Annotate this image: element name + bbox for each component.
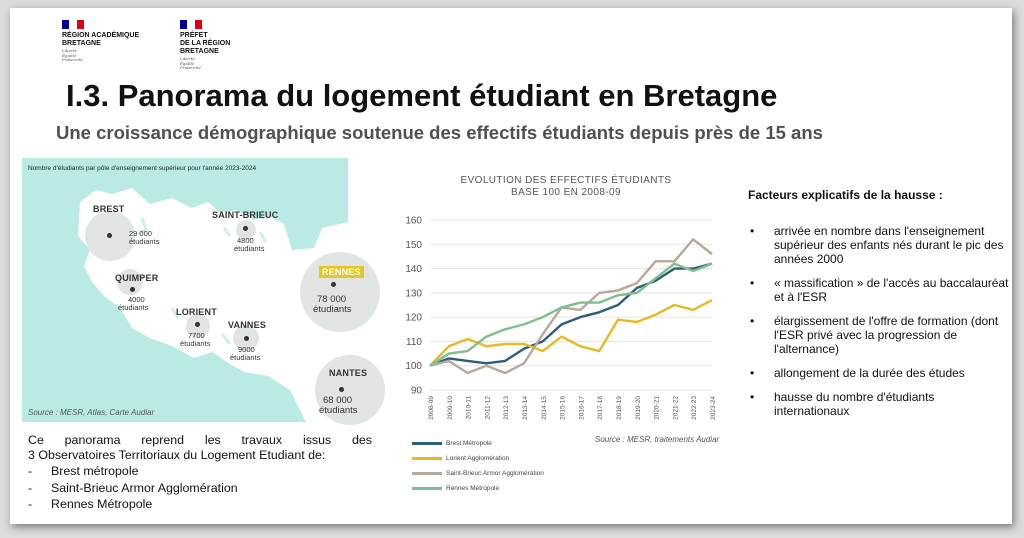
observatory-list <box>28 463 372 513</box>
prefet-logo <box>180 20 230 71</box>
x-tick-label: 2010-11 <box>465 396 473 420</box>
city-vannes: VANNES <box>228 320 267 330</box>
saint-brieuc-dot <box>243 226 248 231</box>
brest-dot <box>107 233 112 238</box>
city-saint-brieuc: SAINT-BRIEUC <box>212 210 279 220</box>
brest-count: 29 000 étudiants <box>129 229 160 246</box>
x-tick-label: 2016-17 <box>578 396 586 420</box>
line-chart <box>390 204 720 444</box>
rennes-count: 78 000 étudiants <box>313 294 352 315</box>
list-item: - Saint-Brieuc Armor Agglomération <box>28 480 238 495</box>
y-tick-label: 130 <box>405 288 422 300</box>
x-tick-label: 2022-23 <box>691 396 699 420</box>
legend-item-lorient: Lorient Agglomération <box>412 451 544 466</box>
legend-item-rennes: Rennes Métropole <box>412 481 544 496</box>
city-quimper: QUIMPER <box>115 273 159 283</box>
series-line-brest-m-tropole <box>430 264 712 366</box>
legend-swatch <box>412 457 442 460</box>
logo-motto: Liberté Égalité Fraternité <box>62 48 83 62</box>
quimper-count: 4000 étudiants <box>118 295 149 312</box>
logo-name: PRÉFET DE LA RÉGION BRETAGNE <box>180 32 231 55</box>
x-tick-label: 2023-24 <box>710 396 717 420</box>
chart-legend <box>412 436 544 496</box>
french-flag-icon <box>180 20 202 29</box>
student-map <box>22 158 368 422</box>
lorient-dot <box>195 322 200 327</box>
factor-item: • élargissement de l'offre de formation (dont l'ESR privé avec la progression de l'alternance) <box>750 314 999 356</box>
y-tick-label: 100 <box>405 361 422 373</box>
series-line-lorient-agglom-ration <box>430 300 712 366</box>
factor-item: • « massification » de l'accès au baccalauréat et à l'ESR <box>750 276 1009 304</box>
x-tick-label: 2020-21 <box>653 396 661 420</box>
vannes-dot <box>244 336 249 341</box>
page-subtitle: Une croissance démographique soutenue des effectifs étudiants depuis près de 15 ans <box>56 122 823 143</box>
x-tick-label: 2011-12 <box>484 396 492 420</box>
map-caption: Nombre d'étudiants par pôle d'enseignement supérieur pour l'année 2023-2024 <box>28 165 257 172</box>
legend-swatch <box>412 487 442 490</box>
factors-title: Facteurs explicatifs de la hausse : <box>748 188 943 202</box>
rennes-dot <box>331 282 336 287</box>
x-tick-label: 2013-14 <box>522 396 529 420</box>
page-title: I.3. Panorama du logement étudiant en Bretagne <box>66 78 778 113</box>
y-tick-label: 140 <box>405 264 422 276</box>
x-tick-label: 2012-13 <box>503 396 511 420</box>
intro-paragraph <box>28 433 372 513</box>
paragraph-line-2: 3 Observatoires Territoriaux du Logement Etudiant de: <box>28 448 326 462</box>
y-tick-label: 120 <box>405 312 422 324</box>
nantes-count: 68 000 étudiants <box>319 395 358 416</box>
factors-list <box>748 224 1010 428</box>
map-circles <box>22 158 348 422</box>
x-tick-label: 2009-10 <box>446 396 454 420</box>
x-tick-label: 2019-20 <box>634 396 642 420</box>
chart-title: EVOLUTION DES EFFECTIFS ÉTUDIANTS BASE 100 EN 2008-09 <box>460 175 672 198</box>
x-tick-label: 2017-18 <box>597 396 605 420</box>
rennes-circle <box>300 252 380 332</box>
vannes-count: 9000 étudiants <box>230 345 261 362</box>
logo-motto: Liberté Égalité Fraternité <box>180 56 201 70</box>
legend-item-saint-brieuc: Saint-Brieuc Armor Agglomération <box>412 466 544 481</box>
logo-name: RÉGION ACADÉMIQUE BRETAGNE <box>62 32 140 47</box>
saint-brieuc-count: 4800 étudiants <box>234 236 265 253</box>
map-source: Source : MESR, Atlas, Carte Audiar <box>28 408 155 417</box>
list-item: - Brest métropole <box>28 464 139 478</box>
city-lorient: LORIENT <box>176 307 217 317</box>
legend-item-brest: Brest Métropole <box>412 436 544 451</box>
y-tick-label: 110 <box>406 336 422 348</box>
city-rennes: RENNES <box>319 266 364 278</box>
list-item: - Rennes Métropole <box>28 497 153 511</box>
y-tick-label: 90 <box>410 385 422 397</box>
nantes-dot <box>339 387 344 392</box>
city-brest: BREST <box>93 204 125 214</box>
city-nantes: NANTES <box>329 368 368 378</box>
factor-item: • hausse du nombre d'étudiants internationaux <box>750 390 935 418</box>
x-tick-label: 2014-15 <box>540 396 548 420</box>
slide <box>10 8 1012 524</box>
chart-source: Source : MESR, traitements Audiar <box>595 435 720 444</box>
y-tick-label: 160 <box>405 215 422 227</box>
x-tick-label: 2021-22 <box>672 396 680 420</box>
factor-item: • arrivée en nombre dans l'enseignement supérieur des enfants nés durant le pic des années 2000 <box>750 224 1004 266</box>
french-flag-icon <box>62 20 84 29</box>
series-line-rennes-m-tropole <box>430 264 712 366</box>
x-tick-label: 2018-19 <box>616 396 623 420</box>
region-academique-logo <box>62 20 139 63</box>
lorient-count: 7700 étudiants <box>180 331 211 348</box>
factor-item: • allongement de la durée des études <box>750 366 965 380</box>
y-tick-label: 150 <box>405 239 422 251</box>
legend-swatch <box>412 472 442 475</box>
quimper-dot <box>130 287 135 292</box>
x-tick-label: 2008-09 <box>428 396 435 420</box>
paragraph-line-1: Ce panorama reprend les travaux issus des <box>28 433 372 447</box>
x-tick-label: 2015-16 <box>559 396 567 420</box>
legend-swatch <box>412 442 442 445</box>
